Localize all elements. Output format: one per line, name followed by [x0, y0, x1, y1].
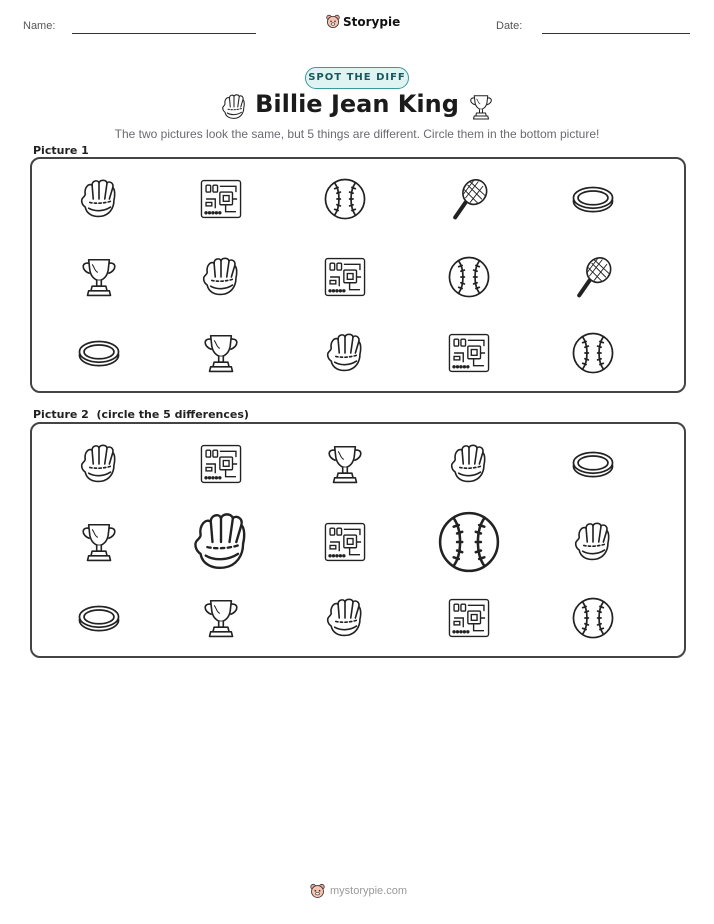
- date-label: Date:: [496, 20, 523, 32]
- name-label: Name:: [23, 20, 56, 32]
- baseball-icon: [570, 330, 616, 376]
- glove-icon[interactable]: [76, 441, 122, 487]
- circuit-icon[interactable]: [198, 441, 244, 487]
- name-line[interactable]: [72, 33, 256, 34]
- trophy-icon: [76, 254, 122, 300]
- circuit-icon: [198, 176, 244, 222]
- baseball-icon[interactable]: [570, 595, 616, 641]
- footer: [310, 883, 407, 899]
- glove-icon: [76, 176, 122, 222]
- baseball-icon: [322, 176, 368, 222]
- picture-1-panel: [30, 157, 686, 393]
- footer-url: mystorypie.com: [330, 885, 408, 897]
- date-line[interactable]: [542, 33, 690, 34]
- ring-icon: [76, 330, 122, 376]
- circuit-icon[interactable]: [446, 595, 492, 641]
- trophy-icon[interactable]: [76, 519, 122, 565]
- picture-2-panel[interactable]: [30, 422, 686, 658]
- activity-badge: SPOT THE DIFF: [305, 67, 409, 89]
- ring-icon: [570, 176, 616, 222]
- circuit-icon: [322, 254, 368, 300]
- ring-icon[interactable]: [570, 441, 616, 487]
- racket-icon: [446, 176, 492, 222]
- trophy-icon: [198, 330, 244, 376]
- baseball-icon: [446, 254, 492, 300]
- glove-icon[interactable]: [570, 519, 616, 565]
- trophy-icon[interactable]: [198, 595, 244, 641]
- racket-icon: [570, 254, 616, 300]
- footer-bear-icon: [310, 883, 325, 899]
- picture-2-label: Picture 2 (circle the 5 differences): [33, 408, 249, 421]
- circuit-icon[interactable]: [322, 519, 368, 565]
- ring-icon[interactable]: [76, 595, 122, 641]
- glove-icon: [322, 330, 368, 376]
- picture-1-label: Picture 1: [33, 144, 89, 157]
- brand-logo: [326, 14, 400, 29]
- bear-icon: [326, 14, 340, 29]
- glove-icon: [198, 254, 244, 300]
- glove-icon[interactable]: [322, 595, 368, 641]
- circuit-icon: [446, 330, 492, 376]
- baseball-icon[interactable]: [435, 508, 503, 576]
- brand-name: Storypie: [343, 14, 401, 29]
- glove-icon[interactable]: [446, 441, 492, 487]
- page-title: Billie Jean King: [255, 90, 459, 118]
- instructions: The two pictures look the same, but 5 things are different. Circle them in the bottom picture!: [114, 127, 600, 141]
- title-trophy-icon: [466, 92, 496, 127]
- trophy-icon[interactable]: [322, 441, 368, 487]
- glove-icon[interactable]: [187, 508, 255, 576]
